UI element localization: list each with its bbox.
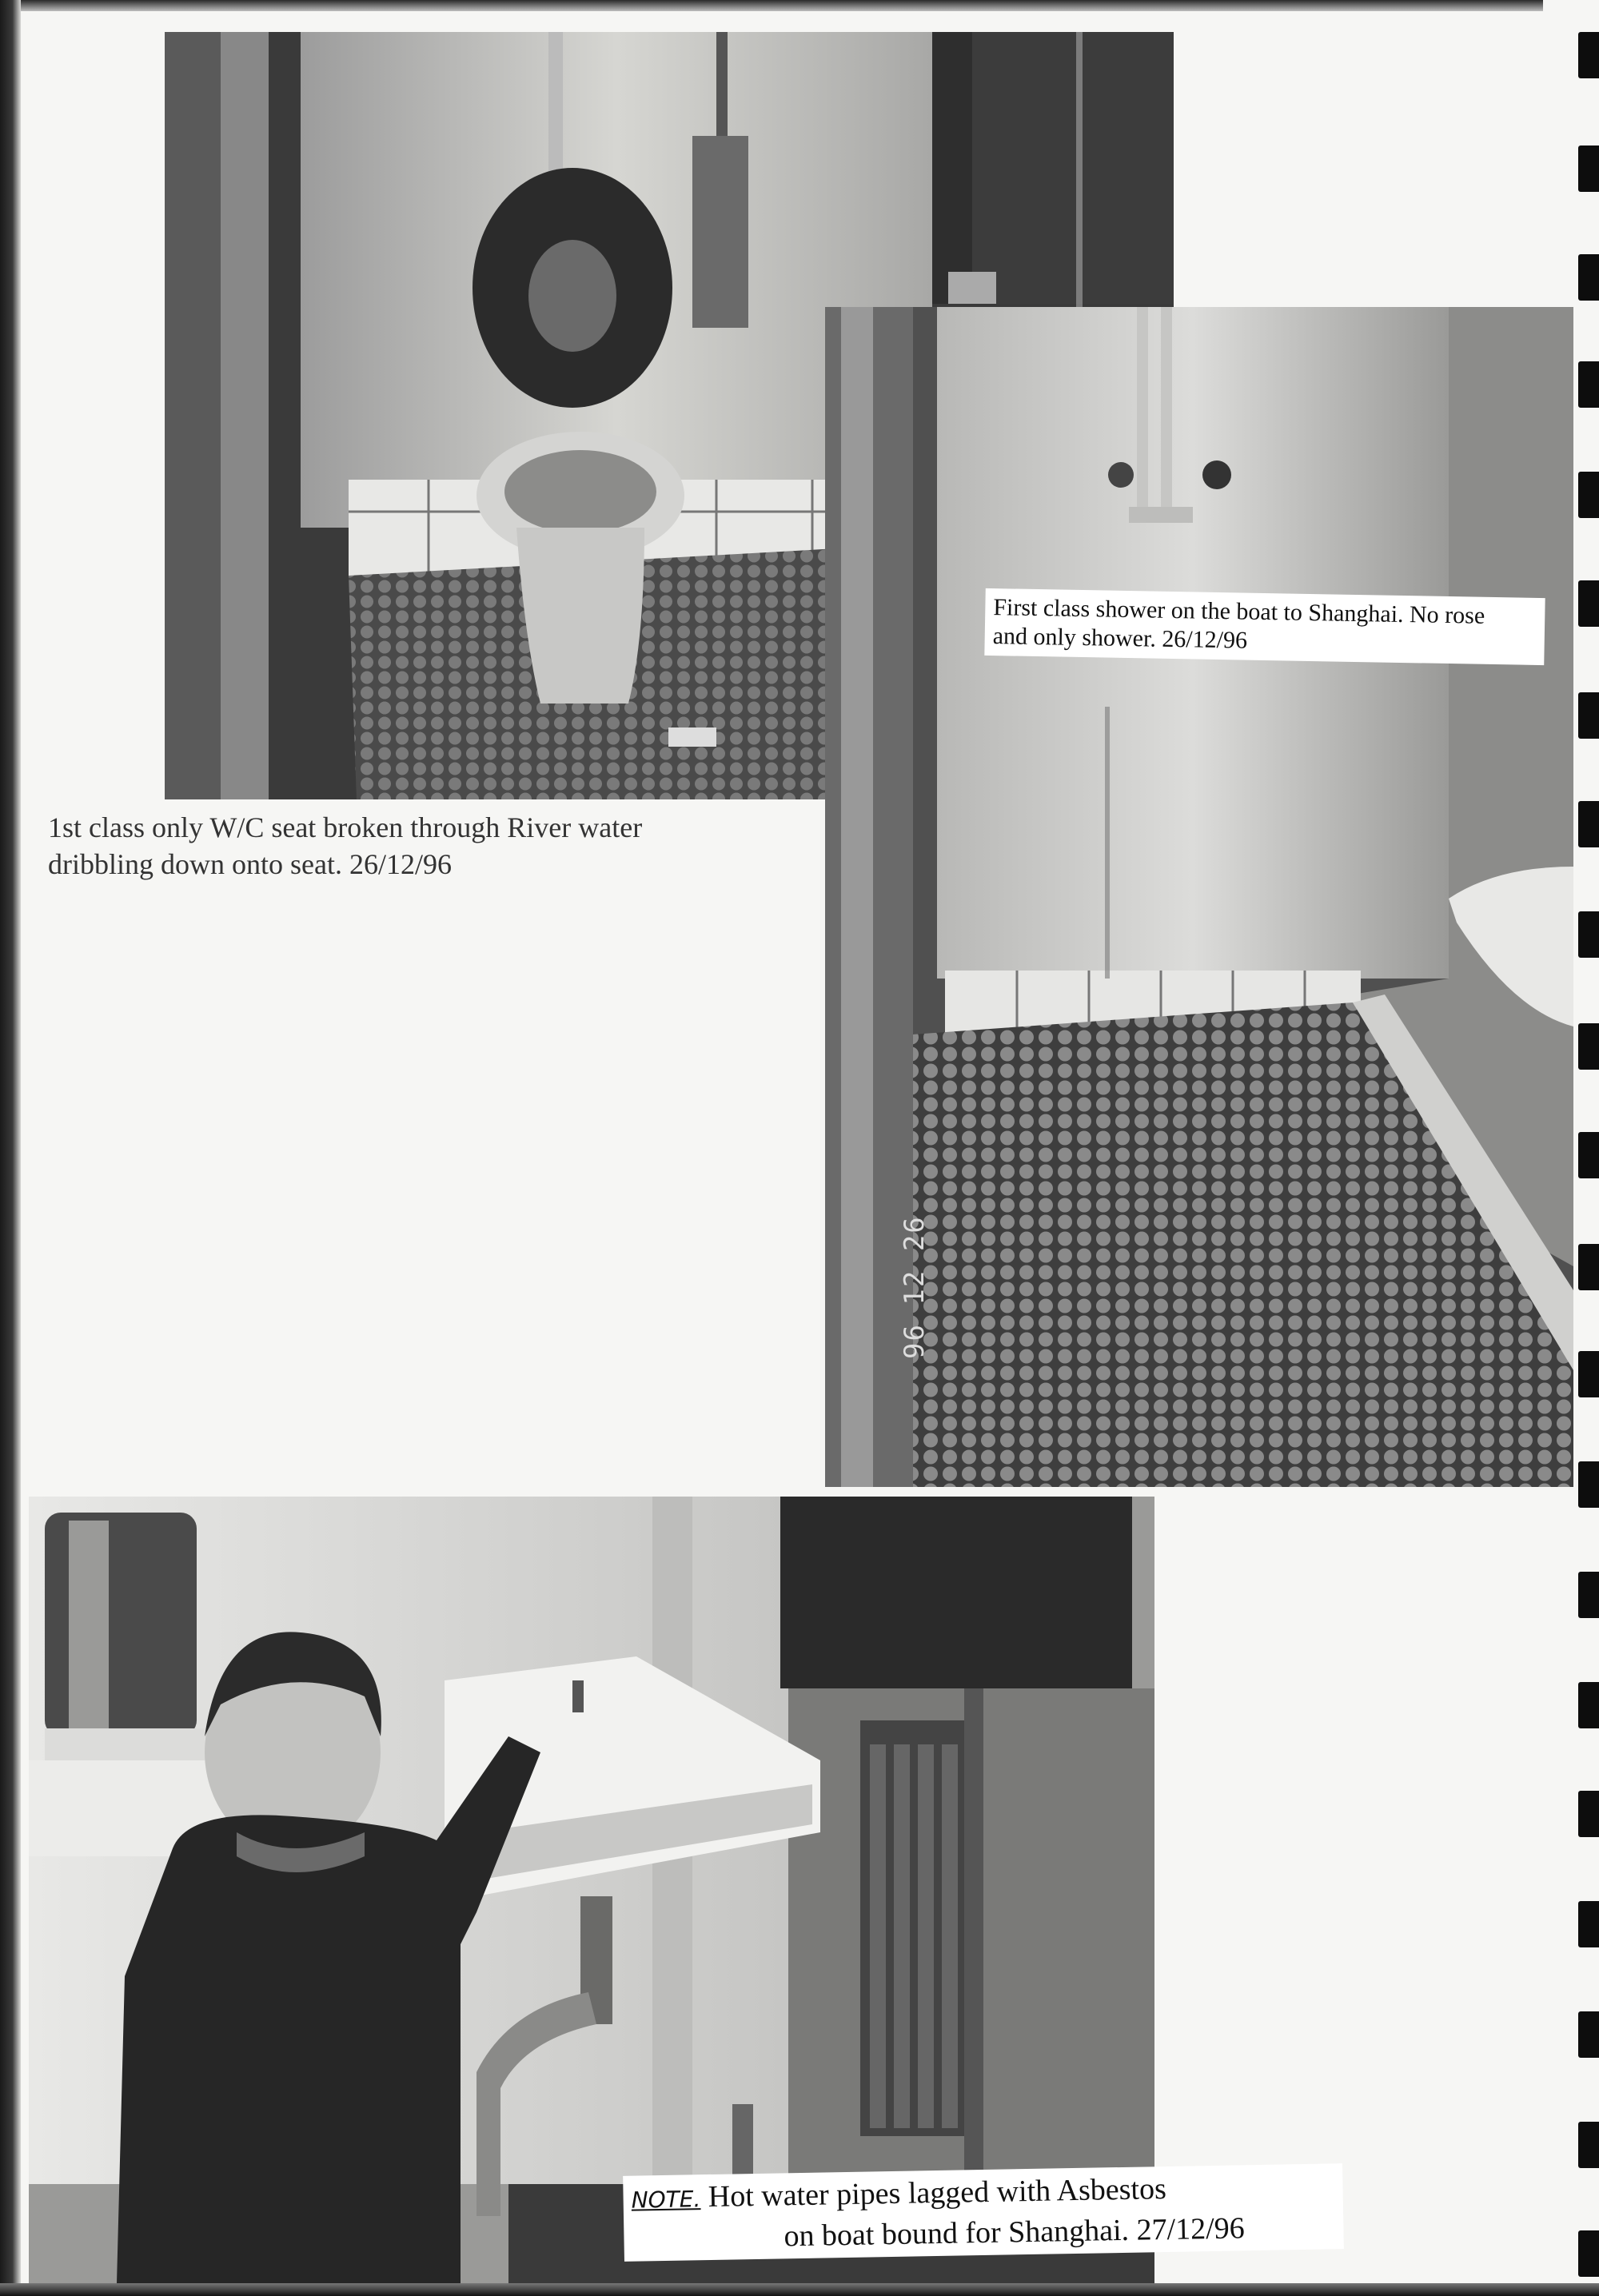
page-top-edge	[0, 0, 1543, 11]
binding-ring	[1578, 32, 1599, 78]
page-left-edge	[0, 0, 21, 2296]
binding-ring	[1578, 1791, 1599, 1837]
shower-photo	[825, 307, 1573, 1487]
binding-ring	[1578, 801, 1599, 847]
binding-ring	[1578, 472, 1599, 518]
sink-caption-line2: on boat bound for Shanghai. 27/12/96	[784, 2211, 1246, 2254]
shower-caption	[984, 588, 1545, 665]
binding-ring	[1578, 145, 1599, 192]
binding-ring	[1578, 1351, 1599, 1397]
binding-ring	[1578, 254, 1599, 301]
toilet-caption-line1: 1st class only W/C seat broken through River water	[48, 811, 643, 843]
note-handwritten: NOTE.	[631, 2186, 701, 2214]
binding-ring	[1578, 1244, 1599, 1290]
toilet-caption	[48, 809, 768, 883]
toilet-caption-line2: dribbling down onto seat. 26/12/96	[48, 848, 452, 880]
binding-ring	[1578, 1682, 1599, 1728]
shower-caption-line1: First class shower on the boat to Shanghai. No rose	[993, 594, 1485, 629]
shower-date-stamp: 96 12 26	[899, 1215, 931, 1359]
binding-ring	[1578, 361, 1599, 408]
page-bottom-edge	[0, 2283, 1599, 2296]
binding-ring	[1578, 1132, 1599, 1178]
binding-ring	[1578, 580, 1599, 627]
binding-ring	[1578, 911, 1599, 958]
binding-ring	[1578, 2230, 1599, 2277]
binding-ring	[1578, 1572, 1599, 1618]
shower-caption-line2: and only shower. 26/12/96	[992, 623, 1248, 654]
binding-ring	[1578, 2122, 1599, 2168]
binding-ring	[1578, 692, 1599, 739]
binding-ring	[1578, 1901, 1599, 1947]
binding-ring	[1578, 1023, 1599, 1070]
binding-ring	[1578, 2011, 1599, 2058]
binding-ring	[1578, 1461, 1599, 1508]
sink-caption	[623, 2163, 1344, 2262]
sink-photo	[29, 1497, 1154, 2283]
sink-caption-text1: Hot water pipes lagged with Asbestos	[708, 2172, 1167, 2214]
